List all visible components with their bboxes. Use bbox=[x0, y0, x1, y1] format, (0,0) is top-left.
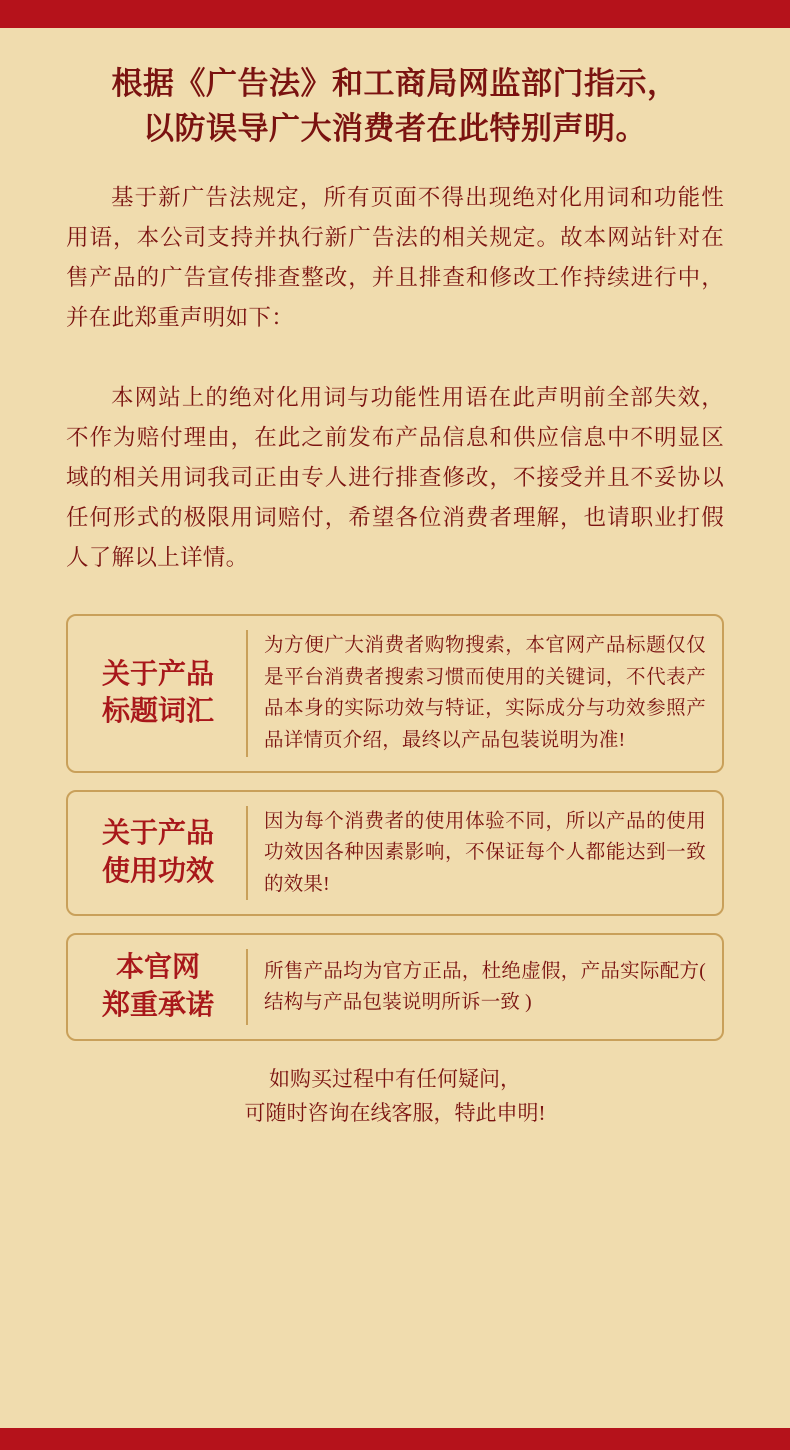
notice-card-title-line1: 本官网 bbox=[115, 952, 200, 984]
notice-card-body: 因为每个消费者的使用体验不同，所以产品的使用功效因各种因素影响，不保证每个人都能达到一致的效果! bbox=[264, 810, 706, 895]
notice-card-body: 所售产品均为官方正品，杜绝虚假，产品实际配方( 结构与产品包装说明所诉一致 ) bbox=[264, 960, 706, 1014]
footer-note-line2: 可随时咨询在线客服，特此申明! bbox=[244, 1100, 546, 1125]
notice-card-title-line1: 关于产品 bbox=[101, 818, 214, 850]
notice-card-body: 为方便广大消费者购物搜索，本官网产品标题仅仅是平台消费者搜索习惯而使用的关键词，不代表产品本身的实际功效与特证，实际成分与功效参照产品详情页介绍，最终以产品包装说明为准! bbox=[264, 635, 706, 752]
statement-paragraph-1: 基于新广告法规定，所有页面不得出现绝对化用词和功能性用语，本公司支持并执行新广告法的相关规定。故本网站针对在售产品的广告宣传排查整改，并且排查和修改工作持续进行中，并在此郑重声明如下： bbox=[66, 184, 724, 331]
top-accent-bar bbox=[0, 0, 790, 28]
notice-card bbox=[66, 933, 724, 1041]
notice-card bbox=[66, 790, 724, 917]
notice-card-list bbox=[66, 614, 724, 1041]
notice-card-title bbox=[78, 630, 248, 756]
page-title-line1: 根据《广告法》和工商局网监部门指示， bbox=[111, 66, 679, 101]
statement-paragraph-2: 本网站上的绝对化用词与功能性用语在此声明前全部失效，不作为赔付理由，在此之前发布产品信息和供应信息中不明显区域的相关用词我司正由专人进行排查修改，不接受并且不妥协以任何形式的极限用词赔付，希望各位消费者理解，也请职业打假人了解以上详情。 bbox=[66, 385, 724, 571]
page-title bbox=[66, 62, 724, 152]
content-area bbox=[0, 28, 790, 1428]
notice-card-title bbox=[78, 949, 248, 1025]
bottom-accent-bar bbox=[0, 1428, 790, 1450]
footer-note-line1: 如购买过程中有任何疑问， bbox=[269, 1066, 521, 1091]
notice-card-title-line1: 关于产品 bbox=[101, 658, 214, 690]
notice-card-title-line2: 郑重承诺 bbox=[101, 990, 214, 1022]
notice-card-title bbox=[78, 806, 248, 901]
footer-note bbox=[66, 1063, 724, 1130]
notice-card-title-line2: 标题词汇 bbox=[101, 696, 214, 728]
page-title-line2: 以防误导广大消费者在此特别声明。 bbox=[143, 110, 647, 146]
notice-card bbox=[66, 614, 724, 772]
notice-card-title-line2: 使用功效 bbox=[101, 855, 214, 887]
